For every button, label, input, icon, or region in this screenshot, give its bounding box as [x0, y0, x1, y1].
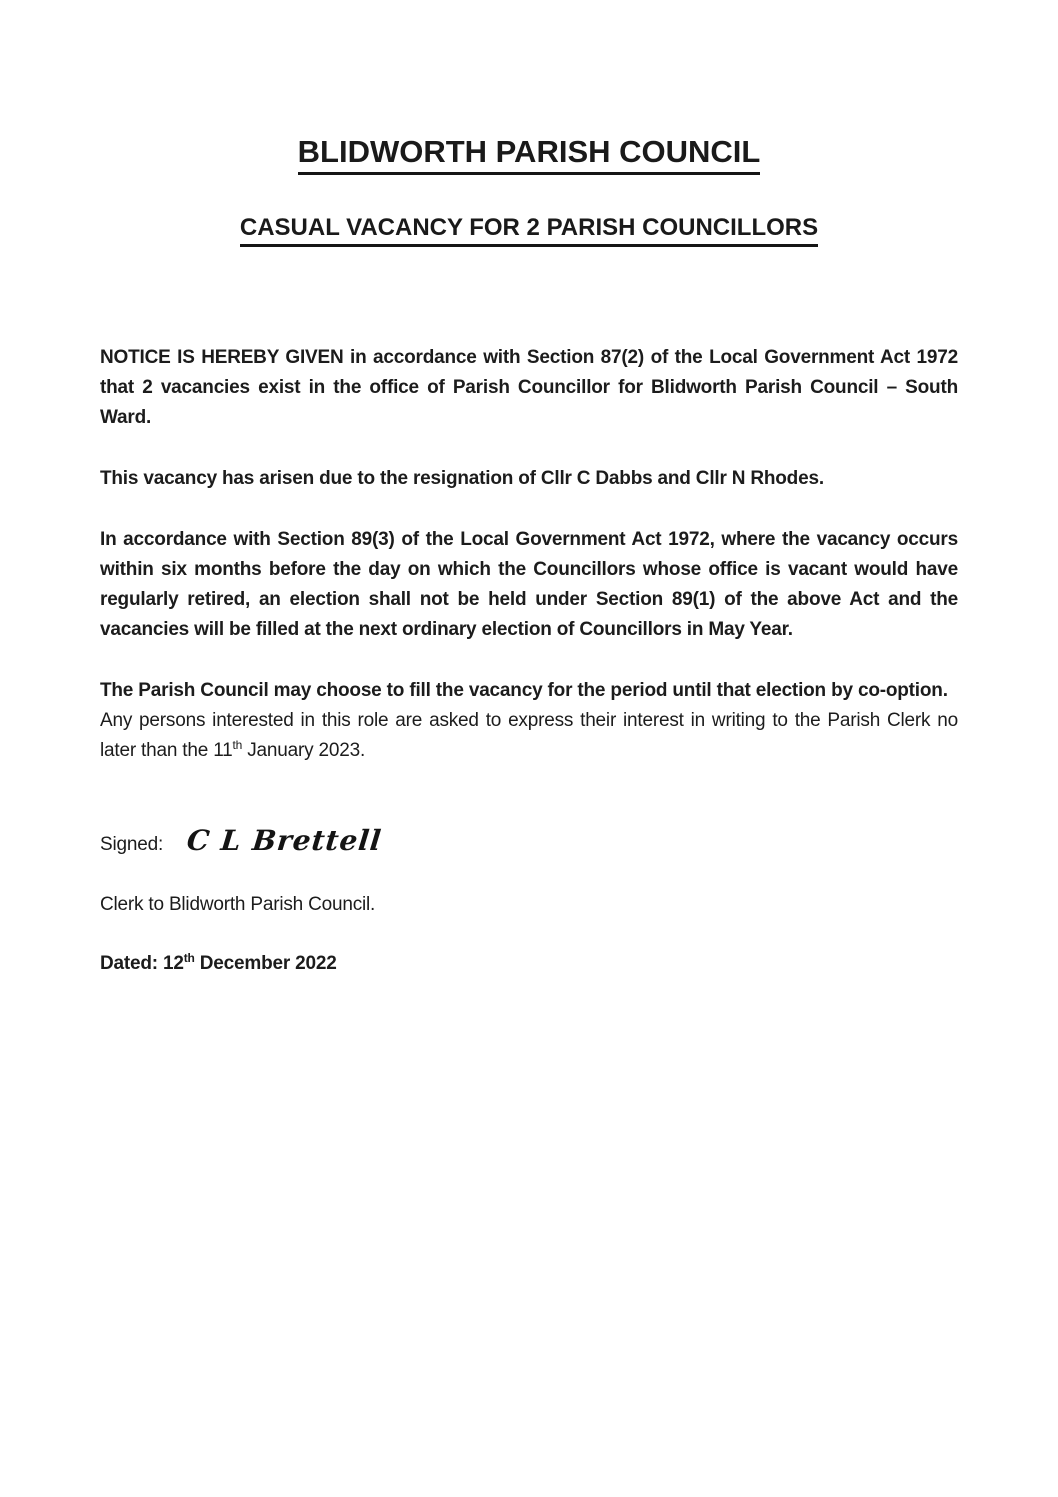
dated-line: [100, 949, 958, 979]
december-ordinal-superscript: th: [183, 951, 195, 965]
section-89-paragraph: In accordance with Section 89(3) of the Local Government Act 1972, where the vacancy occurs within six months before the day on which the Councillors whose office is vacant would have regularly retired, an election shall not be held under Section 89(1) of the above Act and the vacancies will be filled at the next ordinary election of Councillors in May Year.: [100, 529, 958, 640]
notice-paragraph: NOTICE IS HEREBY GIVEN in accordance with Section 87(2) of the Local Government Act 1972 that 2 vacancies exist in the office of Parish Councillor for Blidworth Parish Council – South Ward.: [100, 347, 958, 428]
dated-text: Dated: 12: [100, 953, 184, 974]
signed-row: [100, 824, 958, 862]
resignation-paragraph: This vacancy has arisen due to the resignation of Cllr C Dabbs and Cllr N Rhodes.: [100, 468, 824, 489]
co-option-bold-sentence: The Parish Council may choose to fill the vacancy for the period until that election by co-option.: [100, 680, 948, 701]
co-option-paragraph: [100, 676, 958, 766]
document-subtitle: CASUAL VACANCY FOR 2 PARISH COUNCILLORS: [240, 215, 818, 247]
january-ordinal-superscript: th: [232, 738, 243, 752]
co-option-regular-text: Any persons interested in this role are asked to express their interest in writing to the Parish Clerk no later than the 11: [100, 680, 958, 761]
clerk-signature-script: C L Brettell: [185, 824, 384, 857]
clerk-title-line: Clerk to Blidworth Parish Council.: [100, 894, 376, 915]
title-row: [100, 136, 958, 175]
subtitle-row: [100, 215, 958, 247]
signed-label: Signed:: [100, 834, 164, 855]
co-option-regular-tail: January 2023.: [242, 740, 366, 761]
document-title: BLIDWORTH PARISH COUNCIL: [298, 136, 761, 175]
dated-text-tail: December 2022: [194, 953, 337, 974]
notice-document: [0, 136, 1058, 979]
